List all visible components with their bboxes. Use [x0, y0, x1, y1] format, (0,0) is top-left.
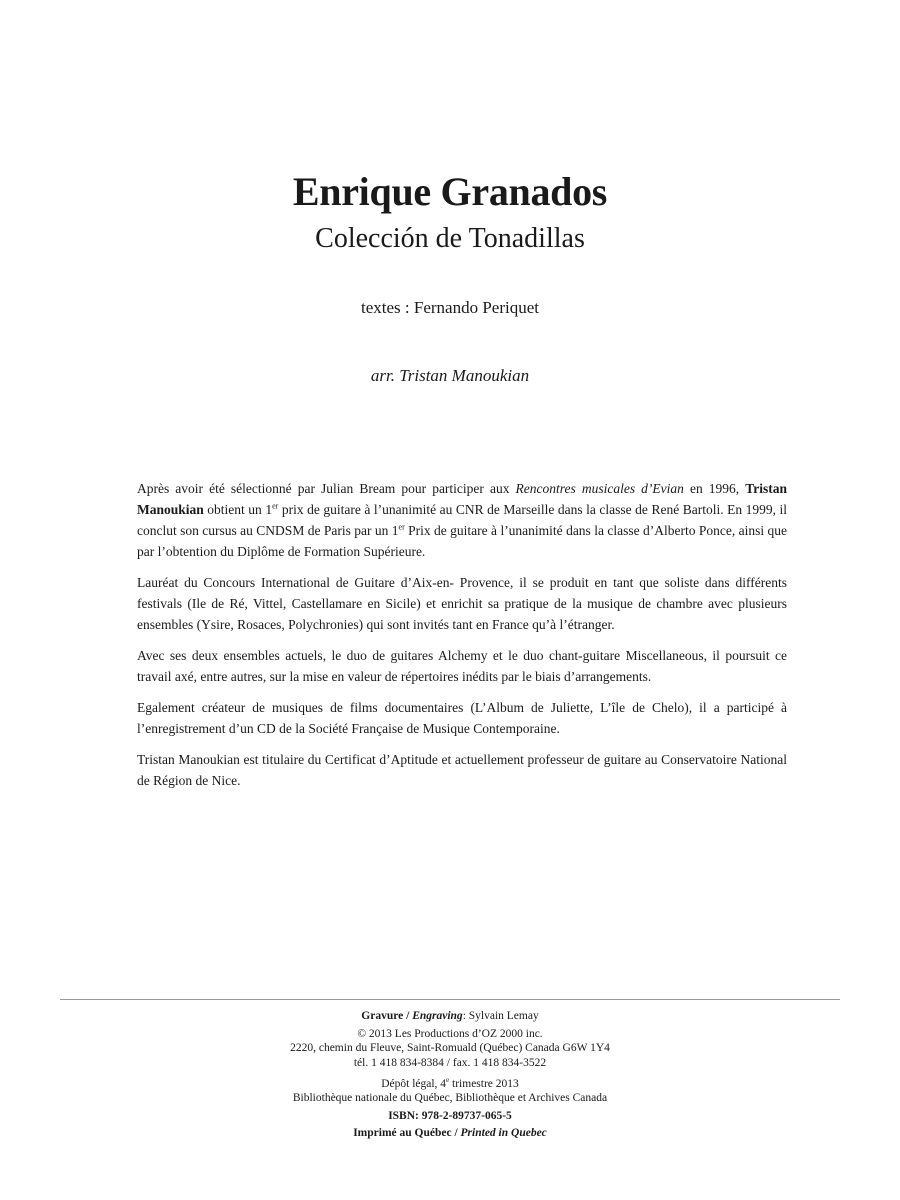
printed-in [0, 1126, 900, 1141]
bio-paragraph-5: Tristan Manoukian est titulaire du Certificat d’Aptitude et actuellement professeur de guitare au Conservatoire National de Région de Nice. [137, 752, 787, 788]
divider [60, 999, 840, 1000]
arranger-name: Tristan Manoukian [137, 481, 787, 517]
biography [137, 478, 787, 801]
library-deposit: Bibliothèque nationale du Québec, Bibliothèque et Archives Canada [292, 1092, 608, 1105]
publisher-address: 2220, chemin du Fleuve, Saint-Romuald (Québec) Canada G6W 1Y4 [290, 1042, 610, 1054]
printed-fr: Imprimé au Québec / [353, 1127, 461, 1140]
bio-paragraph-3: Avec ses deux ensembles actuels, le duo de guitares Alchemy et le duo chant-guitare Miscellaneous, il poursuit ce travail axé, entre autres, sur la mise en valeur de répertoires inédits par le biais d’arrangements. [137, 648, 787, 684]
engraving-label: Gravure / [361, 1010, 413, 1022]
isbn [0, 1109, 900, 1124]
engraver-name: : Sylvain Lemay [462, 1010, 539, 1022]
legal-deposit [0, 1073, 900, 1091]
ordinal-sup: er [272, 501, 279, 511]
ordinal-sup: e [446, 1076, 450, 1084]
arranger-credit: arr. Tristan Manoukian [370, 366, 530, 385]
composer-title: Enrique Granados [292, 169, 608, 214]
bio-text: prix de guitare à l’unanimité au CNR de Marseille dans la classe de René Bartoli. En 1999, il conclut son cursus au CNDSM de Paris par un 1 [137, 502, 787, 538]
bio-paragraph-1 [137, 478, 787, 562]
bio-paragraph-2: Lauréat du Concours International de Guitare d’Aix-en- Provence, il se produit en tant que soliste dans différents festivals (Ile de Ré, Vittel, Castellamare en Sicile) et enrichit sa pratique de la musique de chambre avec plusieurs ensembles (Ysire, Rosaces, Polychronies) qui sont invités tant en France qu’à l’étranger. [137, 575, 787, 632]
bio-paragraph-4: Egalement créateur de musiques de films documentaires (L’Album de Juliette, L’île de Chelo), il a participé à l’enregistrement d’un CD de la Société Française de Musique Contemporaine. [137, 700, 787, 736]
ordinal-sup: er [398, 522, 405, 532]
bio-text: Après avoir été sélectionné par Julian Bream pour participer aux [137, 481, 516, 496]
lyricist-credit: textes : Fernando Periquet [361, 298, 539, 317]
legal-text: trimestre 2013 [449, 1077, 519, 1090]
bio-text: en 1996, [683, 481, 746, 496]
printed-en: Printed in Quebec [460, 1127, 547, 1140]
bio-text: Prix de guitare à l’unanimité dans la classe d’Alberto Ponce, ainsi que par l’obtention du Diplôme de Formation Supérieure. [137, 523, 787, 559]
isbn-text: ISBN: 978-2-89737-065-5 [388, 1109, 512, 1122]
publication-credits [0, 1009, 900, 1141]
bio-text: obtient un 1 [203, 502, 273, 517]
publisher-phone: tél. 1 418 834-8384 / fax. 1 418 834-3522 [353, 1056, 547, 1069]
work-title: Colección de Tonadillas [315, 223, 585, 254]
legal-text: Dépôt légal, 4 [381, 1077, 447, 1090]
engraving-credit [0, 1009, 900, 1024]
copyright: © 2013 Les Productions d’OZ 2000 inc. [357, 1027, 543, 1040]
engraving-label-en: Engraving [412, 1010, 463, 1022]
festival-name: Rencontres musicales d’Evian [515, 481, 684, 496]
